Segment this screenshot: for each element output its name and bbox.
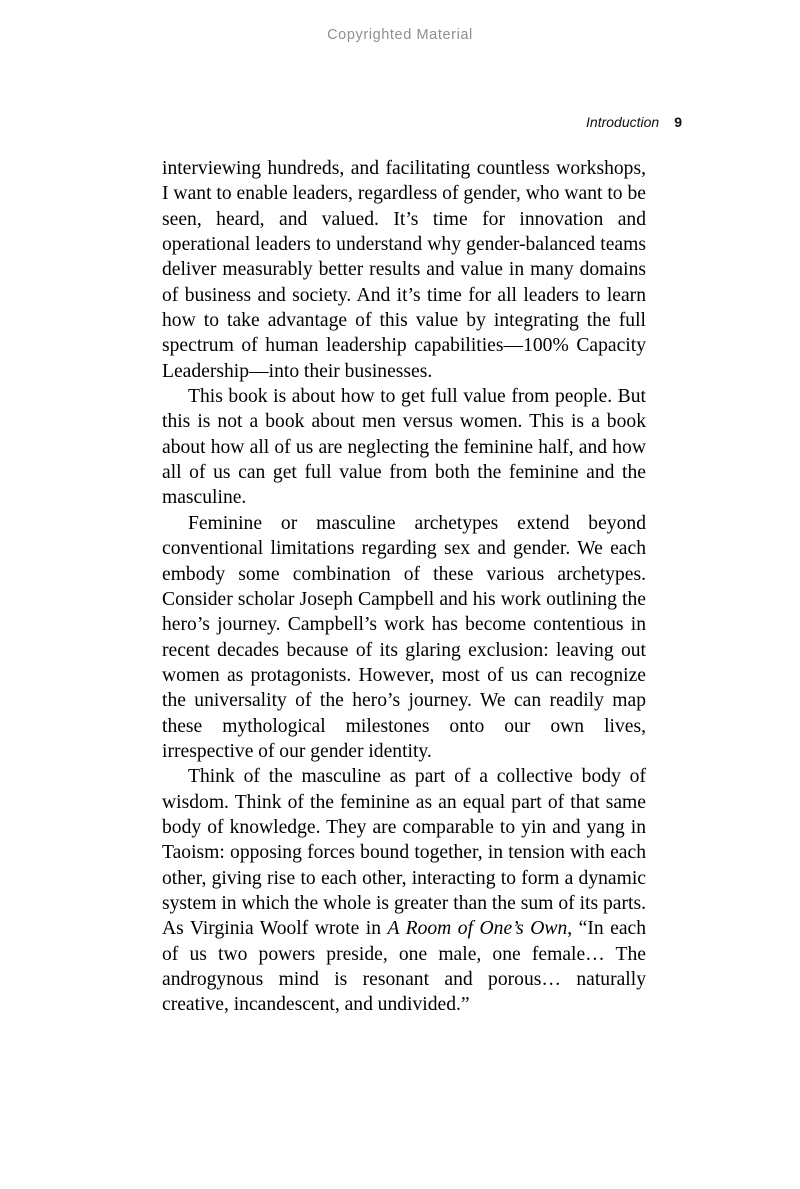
paragraph-archetypes: Feminine or masculine archetypes extend beyond conventional limitations regarding sex and gender. We each embody some combination of these various archetypes. Consider scholar Joseph Campbell and his work outlining the hero’s journey. Campbell’s work has become contentious in recent decades because of its glaring exclusion: leaving out women as protagonists. However, most of us can recognize the universality of the hero’s journey. We can readily map these mythological milestones onto our own lives, irrespective of our gender identity. [162, 512, 646, 762]
paragraph-yin-yang: Think of the masculine as part of a collective body of wisdom. Think of the feminine as an equal part of that same body of knowledge. They are comparable to yin and yang in Taoism: opposing forces bound together, in tension with each other, giving rise to each other, interacting to form a dynamic system in which the whole is greater than the sum of its parts. As Virginia Woolf wrote in A Room of One’s Own, “In each of us two powers preside, one male, one female… The androgynous mind is resonant and porous… naturally creative, incandescent, and undivided.” [162, 766, 647, 1016]
paragraph-continued-intro: interviewing hundreds, and facilitating countless workshops, I want to enable leaders, regardless of gender, who want to be seen, heard, and valued. It’s time for innovation and operational leaders to understand why gender-balanced teams deliver measurably better results and value in many domains of business and society. And it’s time for all leaders to learn how to take advantage of this value by integrating the full spectrum of human leadership capabilities—100% Capacity Leadership—into their businesses. [162, 158, 646, 382]
page-number: 9 [674, 114, 682, 130]
book-title-citation: A Room of One’s Own [387, 918, 568, 940]
paragraph-this-book: This book is about how to get full value from people. But this is not a book about men versus women. This is a book about how all of us are neglecting the feminine half, and how all of us can get full value from both the feminine and the masculine. [162, 386, 646, 509]
copyright-watermark-top: Copyrighted Material [327, 27, 473, 43]
body-text-block [162, 156, 646, 1018]
running-head [162, 114, 682, 130]
running-head-title: Introduction [586, 114, 660, 130]
